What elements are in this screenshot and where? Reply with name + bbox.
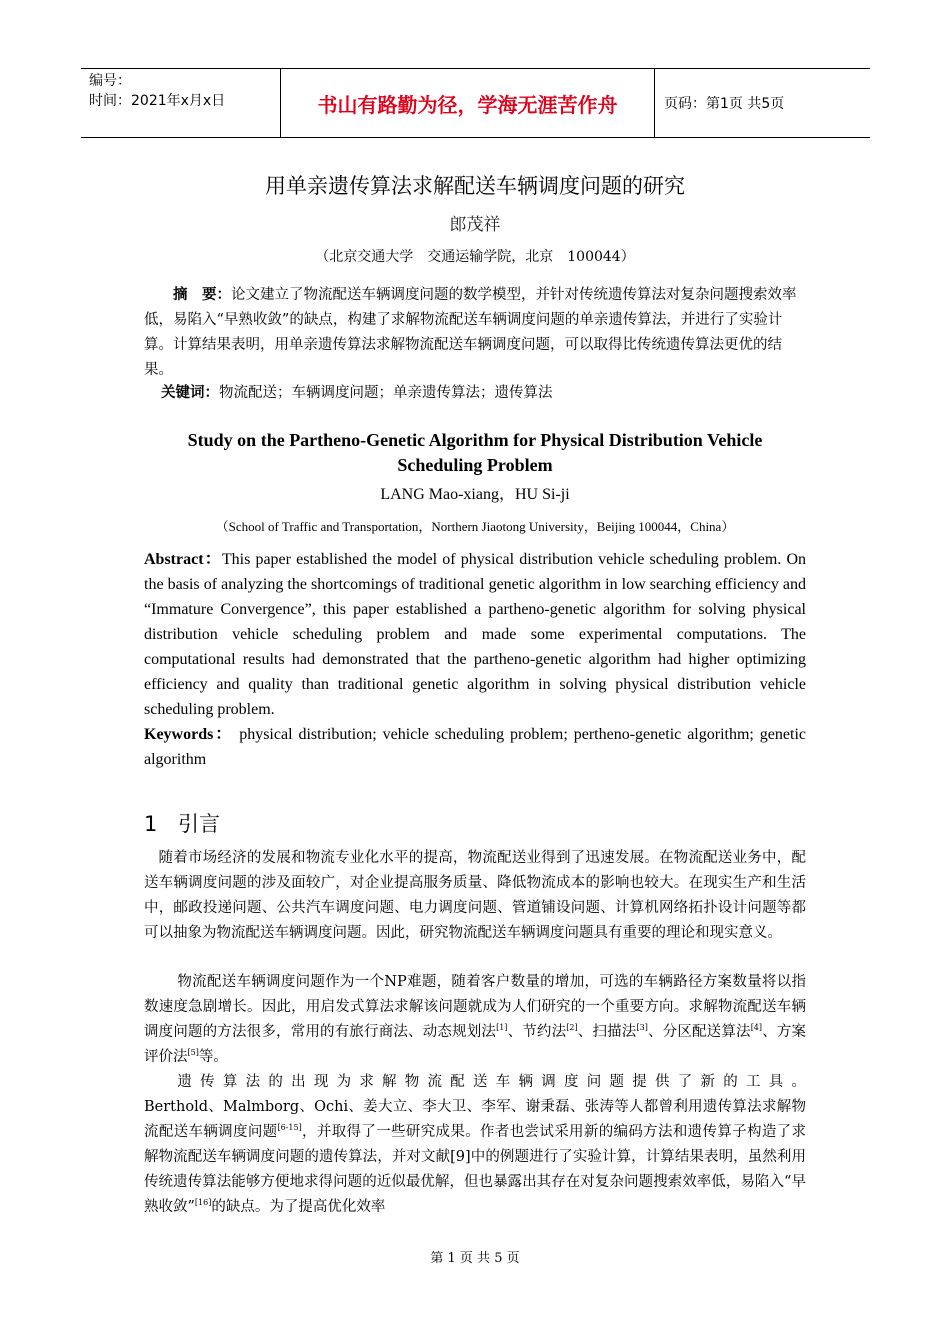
citation-ref: [6-15] [277, 1123, 302, 1133]
abstract-cn-label: 摘 要： [173, 286, 231, 303]
paper-title-en [0, 428, 950, 478]
p2-text-d: 、分区配送算法 [647, 1024, 751, 1040]
p2-text-a: 物流配送车辆调度问题作为一个NP难题，随着客户数量的增加，可选的车辆路径方案数量将以指数速度急剧增长。因此，用启发式算法求解该问题就成为人们研究的一个重要方向。求解物流配送车辆调度问题的方法很多，常用的有旅行商法、动态规划法 [144, 974, 806, 1040]
p3-text-b: ，并取得了一些研究成果。作者也尝试采用新的编码方法和遗传算子构造了求解物流配送车辆调度问题的遗传算法，并对文献[9]中的例题进行了实验计算，计算结果表明，虽然利用传统遗传算法能够方便地求得问题的近似最优解，但也暴露出其存在对复杂问题搜索效率低，易陷入“早熟收敛” [144, 1124, 807, 1215]
body-paragraph-1: 随着市场经济的发展和物流专业化水平的提高，物流配送业得到了迅速发展。在物流配送业务中，配送车辆调度问题的涉及面较广，对企业提高服务质量、降低物流成本的影响也较大。在现实生产和生活中，邮政投递问题、公共汽车调度问题、电力调度问题、管道铺设问题、计算机网络拓扑设计问题等都可以抽象为物流配送车辆调度问题。因此，研究物流配送车辆调度问题具有重要的理论和现实意义。 [144, 850, 806, 941]
abstract-cn [144, 282, 806, 383]
paper-title-en-line1: Study on the Partheno-Genetic Algorithm for Physical Distribution Vehicle [187, 430, 763, 450]
keywords-en-text: physical distribution; vehicle scheduling problem; pertheno-genetic algorithm; genetic algorithm [144, 726, 806, 768]
section-number: 1 [144, 812, 158, 836]
paper-affiliation: （北京交通大学 交通运输学院，北京 100044） [315, 249, 635, 265]
keywords-cn [161, 380, 806, 406]
time-label: 时间：2021年x月x日 [89, 93, 226, 109]
abstract-en [144, 547, 806, 722]
p2-text-c: 、扫描法 [577, 1024, 637, 1040]
keywords-en-label: Keywords： [144, 726, 234, 743]
citation-ref: [2] [566, 1023, 578, 1033]
page-footer: 第 1 页 共 5 页 [430, 1251, 520, 1266]
header-page-label: 页码：第1页 共5页 [664, 96, 785, 112]
paper-affiliation-en: （School of Traffic and Transportation，Northern Jiaotong University，Beijing 100044，China） [215, 519, 735, 534]
abstract-en-label: Abstract： [144, 551, 222, 568]
paper-title: 用单亲遗传算法求解配送车辆调度问题的研究 [265, 174, 685, 198]
paper-author-en: LANG Mao-xiang，HU Si-ji [380, 486, 570, 503]
citation-ref: [16] [194, 1198, 212, 1208]
citation-ref: [5] [187, 1048, 199, 1058]
number-label: 编号： [89, 73, 131, 89]
p2-text-e: 、方案评价法 [144, 1024, 807, 1065]
paper-author: 郎茂祥 [449, 215, 501, 235]
header-meta [81, 69, 281, 137]
citation-ref: [4] [750, 1023, 763, 1033]
p2-text-b: 、节约法 [507, 1024, 567, 1040]
p3-text-a: Berthold、Malmborg、Ochi、姜大立、李大卫、李军、谢秉磊、张涛等人都曾利用遗传算法求解物流配送车辆调度问题 [144, 1099, 806, 1140]
body-paragraph-3 [144, 1070, 806, 1220]
body-paragraph-2 [144, 970, 806, 1070]
citation-ref: [3] [636, 1023, 648, 1033]
keywords-cn-label: 关键词： [161, 384, 219, 401]
p2-text-f: 等。 [198, 1049, 228, 1065]
section-heading [144, 808, 220, 838]
keywords-cn-text: 物流配送；车辆调度问题；单亲遗传算法；遗传算法 [219, 385, 553, 401]
p3-text-c: 的缺点。为了提高优化效率 [211, 1199, 386, 1215]
header-motto: 书山有路勤为径，学海无涯苦作舟 [281, 69, 655, 137]
keywords-en [144, 722, 806, 772]
abstract-en-text: This paper established the model of physical distribution vehicle scheduling problem. On the basis of analyzing the shortcomings of traditional genetic algorithm in low searching efficiency and “Immature Convergence”, this paper established a partheno-genetic algorithm for solving physical distribution vehicle scheduling problem and made some experimental computations. The computational results had demonstrated that the partheno-genetic algorithm had higher optimizing efficiency and quality than traditional genetic algorithm in solving physical distribution vehicle scheduling problem. [144, 551, 806, 718]
paper-title-en-line2: Scheduling Problem [397, 455, 553, 475]
page-header [81, 68, 870, 138]
citation-ref: [1] [496, 1023, 508, 1033]
abstract-cn-text: 论文建立了物流配送车辆调度问题的数学模型，并针对传统遗传算法对复杂问题搜索效率低，易陷入“早熟收敛”的缺点，构建了求解物流配送车辆调度问题的单亲遗传算法，并进行了实验计算。计算结果表明，用单亲遗传算法求解物流配送车辆调度问题，可以取得比传统遗传算法更优的结果。 [144, 287, 797, 378]
p3-first-line: 遗传算法的出现为求解物流配送车辆调度问题提供了新的工具。 [177, 1074, 806, 1090]
section-title: 引言 [178, 812, 220, 836]
